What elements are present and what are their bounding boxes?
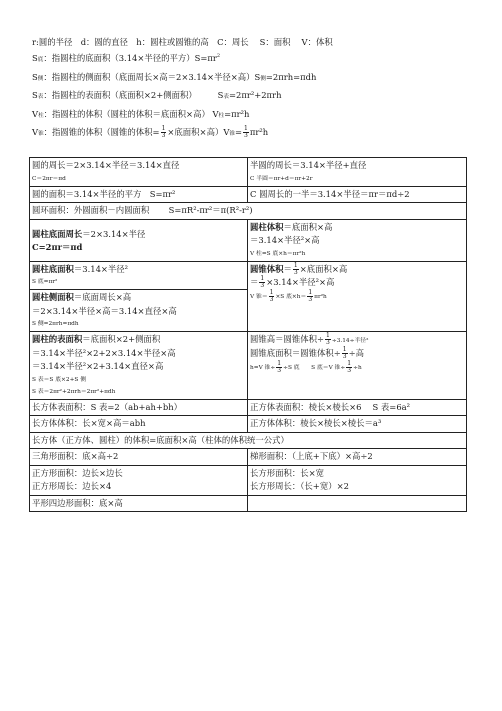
formula: =: [234, 127, 243, 138]
symbol: S: [32, 53, 38, 64]
subscript: 锥: [229, 131, 235, 138]
table-row: [30, 186, 467, 203]
table-cell: 平形四边形面积：底×高: [30, 495, 248, 512]
table-row: [30, 261, 467, 290]
table-cell: 圆柱底面积＝3.14×半径² S 底=πr²: [30, 261, 248, 290]
table-cell: 梯形面积：（上底+下底）×高÷2: [248, 449, 467, 466]
table-cell: 长方体（正方体、圆柱）的体积=底面积×高（柱体的体积统一公式）: [30, 432, 467, 449]
table-row: [30, 465, 467, 495]
definition-text: ×底面积×高）V: [167, 127, 230, 138]
table-cell: 圆的面积＝3.14×半径的平方 S=πr²: [30, 186, 248, 203]
definition-line: [32, 124, 482, 142]
subscript: 柱: [218, 112, 225, 119]
table-cell: 三角形面积：底×高÷2: [30, 449, 248, 466]
subscript: 柱: [38, 112, 44, 119]
table-cell: 正方形面积：边长×边长 正方形周长：边长×4: [30, 465, 248, 495]
subscript: 表: [223, 94, 229, 101]
definition-text: ：指圆柱的底面积（3.14×半径的平方）S=πr: [43, 53, 217, 64]
subscript: 侧: [260, 75, 266, 82]
table-row: [30, 416, 467, 433]
table-cell: 长方体表面积：S 表=2（ab+ah+bh）: [30, 399, 248, 416]
symbol: V: [32, 127, 39, 138]
definitions: [32, 34, 482, 142]
subscript: 锥: [38, 131, 44, 138]
subscript: 表: [37, 94, 44, 101]
table-cell: 圆环面积：外圆面积－内圆面积 S=πR²-πr²＝π(R²-r²): [30, 203, 467, 220]
table-cell: 长方体体积：长×宽×高＝abh: [30, 416, 248, 433]
definition-line: [32, 87, 482, 105]
table-row: [30, 449, 467, 466]
symbol: S: [32, 90, 38, 101]
table-cell: 圆柱体积＝底面积×高 ＝3.14×半径²×高 V 柱=S 底×h＝πr²h: [248, 219, 467, 261]
table-cell: [248, 495, 467, 512]
symbol: S: [32, 71, 38, 82]
definition-line: [32, 69, 482, 87]
table-cell: 圆柱底面周长＝2×3.14×半径 C=2πr＝πd: [30, 219, 248, 261]
definition-line: S底：指圆柱的底面积（3.14×半径的平方）$S=\pi r^2$: [32, 53, 221, 64]
table-row: [30, 399, 467, 416]
table-row: [30, 332, 467, 400]
table-row: [30, 203, 467, 220]
table-cell: 正方体体积：棱长×棱长×棱长＝a³: [248, 416, 467, 433]
definition-text: ：指圆柱的表面积（底面积×2+侧面积） S: [43, 90, 224, 101]
table-row: [30, 219, 467, 261]
table-cell: 圆的周长＝2×3.14×半径＝3.14×直径 C＝2πr＝πd: [30, 158, 248, 187]
table-cell: 半圆的周长＝3.14×半径+直径 C 半圆＝πr+d＝πr+2r: [248, 158, 467, 187]
table-row: [30, 158, 467, 187]
definition-line: r:圆的半径 d：圆的直径 h：圆柱或圆锥的高 C：周长 S：面积 V：体积: [32, 37, 333, 47]
table-cell: 圆锥高＝圆锥体积÷ $\frac{1}{3}$ ÷3.14÷半径² 圆锥底面积＝圆锥体积÷ $\frac{1}{3}$ ÷高 h=V 锥÷ $\frac{1}{3}$ ÷S 底 S 底＝V 锥÷ $\frac{1}{3}$ ÷h: [248, 332, 467, 400]
formula: πr²h: [249, 127, 269, 138]
symbol: V: [32, 108, 39, 119]
table-cell: 圆柱的表面积＝底面积×2+侧面积 ＝3.14×半径²×2+2×3.14×半径×高 ＝3.14×半径²×2+3.14×直径×高 S 表＝S 底×2+S 侧 S 表＝2πr²+2πrh＝2πr²+πdh: [30, 332, 248, 400]
formula-table: [29, 157, 467, 512]
table-cell: 长方形面积：长×宽 长方形周长：（长+宽）×2: [248, 465, 467, 495]
table-cell: 圆锥体积＝ $\frac{1}{3}$ ×底面积×高 ＝ $\frac{1}{3}$ ×3.14×半径²×高 V 锥＝ $\frac{1}{3}$ ×S 底×h＝ $\frac{1}{3}$ πr²h: [248, 261, 467, 332]
formula: =πr²h: [224, 108, 250, 119]
table-cell: C 圆周长的一半＝3.14×半径＝πr＝πd÷2: [248, 186, 467, 203]
table-cell: 圆柱侧面积＝底面周长×高 ＝2×3.14×半径×高＝3.14×直径×高 S 侧=2πrh=πdh: [30, 290, 248, 332]
definition-text: ：指圆锥的体积（圆锥的体积=: [43, 127, 160, 138]
formula: =2πrh=πdh: [265, 71, 317, 82]
formula: =2πr²+2πrh: [229, 90, 282, 101]
table-cell: 正方体表面积：棱长×棱长×6 S 表=6a²: [248, 399, 467, 416]
subscript: 底: [37, 57, 44, 64]
fraction: $\frac{1}{3}$: [244, 125, 248, 140]
table-row: [30, 495, 467, 512]
definition-text: ：指圆柱的侧面积（底面周长×高＝2×3.14×半径×高）S: [43, 71, 261, 82]
definition-line: [32, 106, 482, 124]
subscript: 侧: [37, 75, 44, 82]
definition-text: ：指圆柱的体积（圆柱的体积＝底面积×高） V: [43, 108, 219, 119]
table-row: [30, 432, 467, 449]
fraction: $\frac{1}{3}$: [161, 125, 166, 140]
